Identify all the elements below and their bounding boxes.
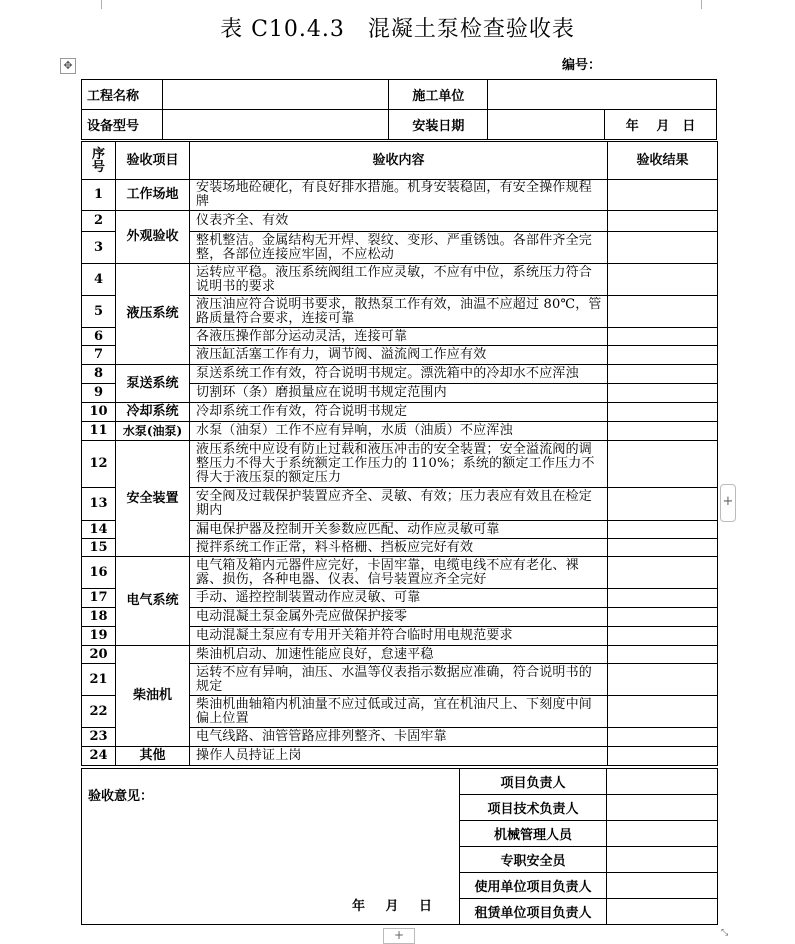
result-cell[interactable] bbox=[608, 664, 718, 696]
install-date-value[interactable]: 年 月 日 bbox=[605, 110, 717, 140]
row-content: 柴油机曲轴箱内机油量不应过低或过高，宜在机油尺上、下刻度中间偏上位置 bbox=[190, 696, 608, 728]
row-number: 19 bbox=[82, 627, 116, 646]
construction-unit-value[interactable] bbox=[488, 80, 717, 110]
row-number: 15 bbox=[82, 539, 116, 557]
signer-label: 租赁单位项目负责人 bbox=[460, 899, 607, 925]
row-content: 搅拌系统工作正常，料斗格栅、挡板应完好有效 bbox=[190, 539, 608, 557]
result-cell[interactable] bbox=[608, 232, 718, 264]
row-content: 水泵（油泵）工作不应有异响，水质（油质）不应浑浊 bbox=[190, 422, 608, 441]
result-cell[interactable] bbox=[608, 328, 718, 346]
row-number: 1 bbox=[82, 180, 116, 211]
signer-label: 使用单位项目负责人 bbox=[460, 873, 607, 899]
row-content: 泵送系统工作有效，符合说明书规定。漂洗箱中的冷却水不应浑浊 bbox=[190, 365, 608, 384]
result-cell[interactable] bbox=[608, 365, 718, 384]
group-label: 液压系统 bbox=[116, 264, 190, 365]
row-number: 18 bbox=[82, 608, 116, 627]
result-cell[interactable] bbox=[608, 728, 718, 747]
signer-label: 项目技术负责人 bbox=[460, 795, 607, 821]
row-content: 各液压操作部分运动灵活，连接可靠 bbox=[190, 328, 608, 346]
row-number: 23 bbox=[82, 728, 116, 747]
inspection-table bbox=[81, 141, 718, 766]
signer-label: 项目负责人 bbox=[460, 769, 607, 795]
row-content: 液压系统中应设有防止过载和液压冲击的安全装置；安全溢流阀的调整压力不得大于系统额定工作压力的 110%；系统的额定工作压力不得大于液压泵的额定压力 bbox=[190, 441, 608, 488]
row-number: 21 bbox=[82, 664, 116, 696]
row-content: 整机整洁。金属结构无开焊、裂纹、变形、严重锈蚀。各部件齐全完整，各部位连接应牢固，不应松动 bbox=[190, 232, 608, 264]
table-row bbox=[82, 211, 718, 232]
row-number: 10 bbox=[82, 403, 116, 422]
row-number: 5 bbox=[82, 296, 116, 328]
result-cell[interactable] bbox=[608, 627, 718, 646]
row-number: 7 bbox=[82, 346, 116, 365]
row-number: 12 bbox=[82, 441, 116, 488]
item-header: 验收项目 bbox=[116, 142, 190, 180]
construction-unit-label: 施工单位 bbox=[389, 80, 488, 110]
signer-signature-cell[interactable] bbox=[607, 821, 718, 847]
row-content: 安全阀及过载保护装置应齐全、灵敏、有效；压力表应有效且在检定期内 bbox=[190, 488, 608, 521]
result-cell[interactable] bbox=[608, 296, 718, 328]
group-label: 柴油机 bbox=[116, 646, 190, 747]
row-number: 9 bbox=[82, 384, 116, 403]
seq-header: 序号 bbox=[82, 142, 116, 180]
number-label: 编号： bbox=[562, 58, 602, 73]
signer-signature-cell[interactable] bbox=[607, 795, 718, 821]
row-content: 电动混凝土泵应有专用开关箱并符合临时用电规范要求 bbox=[190, 627, 608, 646]
content-header: 验收内容 bbox=[190, 142, 608, 180]
group-label: 水泵(油泵) bbox=[116, 422, 190, 441]
signer-label: 机械管理人员 bbox=[460, 821, 607, 847]
table-move-handle-icon[interactable]: ✥ bbox=[60, 58, 76, 74]
row-content: 仪表齐全、有效 bbox=[190, 211, 608, 232]
table-row bbox=[82, 180, 718, 211]
signer-signature-cell[interactable] bbox=[607, 847, 718, 873]
table-row bbox=[82, 747, 718, 766]
row-content: 运转应平稳。液压系统阀组工作应灵敏，不应有中位，系统压力符合说明书的要求 bbox=[190, 264, 608, 296]
row-content: 液压油应符合说明书要求，散热泵工作有效，油温不应超过 80℃，管路质量符合要求，连接可靠 bbox=[190, 296, 608, 328]
row-number: 2 bbox=[82, 211, 116, 232]
row-content: 运转不应有异响，油压、水温等仪表指示数据应准确，符合说明书的规定 bbox=[190, 664, 608, 696]
install-date-label: 安装日期 bbox=[389, 110, 488, 140]
install-date-blank[interactable] bbox=[488, 110, 605, 140]
table-resize-handle-icon[interactable]: ⤡ bbox=[721, 928, 729, 938]
project-name-label: 工程名称 bbox=[82, 80, 163, 110]
table-row bbox=[82, 441, 718, 488]
row-number: 6 bbox=[82, 328, 116, 346]
row-number: 3 bbox=[82, 232, 116, 264]
result-cell[interactable] bbox=[608, 747, 718, 766]
row-content: 漏电保护器及控制开关参数应匹配、动作应灵敏可靠 bbox=[190, 521, 608, 539]
equipment-model-value[interactable] bbox=[162, 110, 389, 140]
add-column-plus-icon[interactable]: + bbox=[720, 484, 736, 522]
result-cell[interactable] bbox=[608, 608, 718, 627]
row-content: 电气线路、油管管路应排列整齐、卡固牢靠 bbox=[190, 728, 608, 747]
table-row bbox=[82, 557, 718, 589]
result-cell[interactable] bbox=[608, 539, 718, 557]
table-row bbox=[82, 365, 718, 384]
row-number: 20 bbox=[82, 646, 116, 664]
result-cell[interactable] bbox=[608, 384, 718, 403]
column-header-row bbox=[82, 142, 718, 180]
row-number: 14 bbox=[82, 521, 116, 539]
group-label: 工作场地 bbox=[116, 180, 190, 211]
result-cell[interactable] bbox=[608, 488, 718, 521]
result-cell[interactable] bbox=[608, 211, 718, 232]
row-content: 切割环（条）磨损量应在说明书规定范围内 bbox=[190, 384, 608, 403]
result-cell[interactable] bbox=[608, 696, 718, 728]
project-name-value[interactable] bbox=[162, 80, 389, 110]
table-row bbox=[82, 264, 718, 296]
row-number: 16 bbox=[82, 557, 116, 589]
result-cell[interactable] bbox=[608, 264, 718, 296]
group-label: 电气系统 bbox=[116, 557, 190, 646]
add-row-plus-icon[interactable]: + bbox=[383, 928, 415, 944]
margin-mark-left: | bbox=[100, 0, 104, 10]
opinion-date: 年 月 日 bbox=[352, 899, 434, 914]
margin-mark-right: | bbox=[700, 0, 704, 10]
result-cell[interactable] bbox=[608, 589, 718, 608]
equipment-model-label: 设备型号 bbox=[82, 110, 163, 140]
opinion-cell[interactable] bbox=[82, 769, 460, 925]
signature-table bbox=[81, 768, 718, 925]
result-cell[interactable] bbox=[608, 422, 718, 441]
row-content: 操作人员持证上岗 bbox=[190, 747, 608, 766]
result-cell[interactable] bbox=[608, 403, 718, 422]
row-number: 4 bbox=[82, 264, 116, 296]
row-content: 液压缸活塞工作有力，调节阀、溢流阀工作应有效 bbox=[190, 346, 608, 365]
result-cell[interactable] bbox=[608, 346, 718, 365]
table-row bbox=[82, 646, 718, 664]
header-info-table bbox=[81, 79, 717, 140]
group-label: 安全装置 bbox=[116, 441, 190, 557]
result-cell[interactable] bbox=[608, 557, 718, 589]
table-row bbox=[82, 403, 718, 422]
result-cell[interactable] bbox=[608, 441, 718, 488]
row-content: 电动混凝土泵金属外壳应做保护接零 bbox=[190, 608, 608, 627]
row-number: 13 bbox=[82, 488, 116, 521]
row-number: 17 bbox=[82, 589, 116, 608]
opinion-label: 验收意见： bbox=[88, 789, 154, 804]
result-cell[interactable] bbox=[608, 646, 718, 664]
row-content: 冷却系统工作有效，符合说明书规定 bbox=[190, 403, 608, 422]
row-number: 11 bbox=[82, 422, 116, 441]
signer-signature-cell[interactable] bbox=[607, 873, 718, 899]
signer-signature-cell[interactable] bbox=[607, 899, 718, 925]
group-label: 泵送系统 bbox=[116, 365, 190, 403]
row-number: 24 bbox=[82, 747, 116, 766]
row-content: 安装场地砼硬化，有良好排水措施。机身安装稳固，有安全操作规程牌 bbox=[190, 180, 608, 211]
result-header: 验收结果 bbox=[608, 142, 718, 180]
row-content: 手动、遥控控制装置动作应灵敏、可靠 bbox=[190, 589, 608, 608]
page-title: 表 C10.4.3 混凝土泵检查验收表 bbox=[220, 17, 575, 42]
row-number: 22 bbox=[82, 696, 116, 728]
row-number: 8 bbox=[82, 365, 116, 384]
group-label: 外观验收 bbox=[116, 211, 190, 264]
row-content: 电气箱及箱内元器件应完好，卡固牢靠，电缆电线不应有老化、裸露、损伤，各种电器、仪表、信号装置应齐全完好 bbox=[190, 557, 608, 589]
group-label: 冷却系统 bbox=[116, 403, 190, 422]
signer-signature-cell[interactable] bbox=[607, 769, 718, 795]
signer-label: 专职安全员 bbox=[460, 847, 607, 873]
result-cell[interactable] bbox=[608, 180, 718, 211]
result-cell[interactable] bbox=[608, 521, 718, 539]
group-label: 其他 bbox=[116, 747, 190, 766]
row-content: 柴油机启动、加速性能应良好，怠速平稳 bbox=[190, 646, 608, 664]
table-row bbox=[82, 422, 718, 441]
